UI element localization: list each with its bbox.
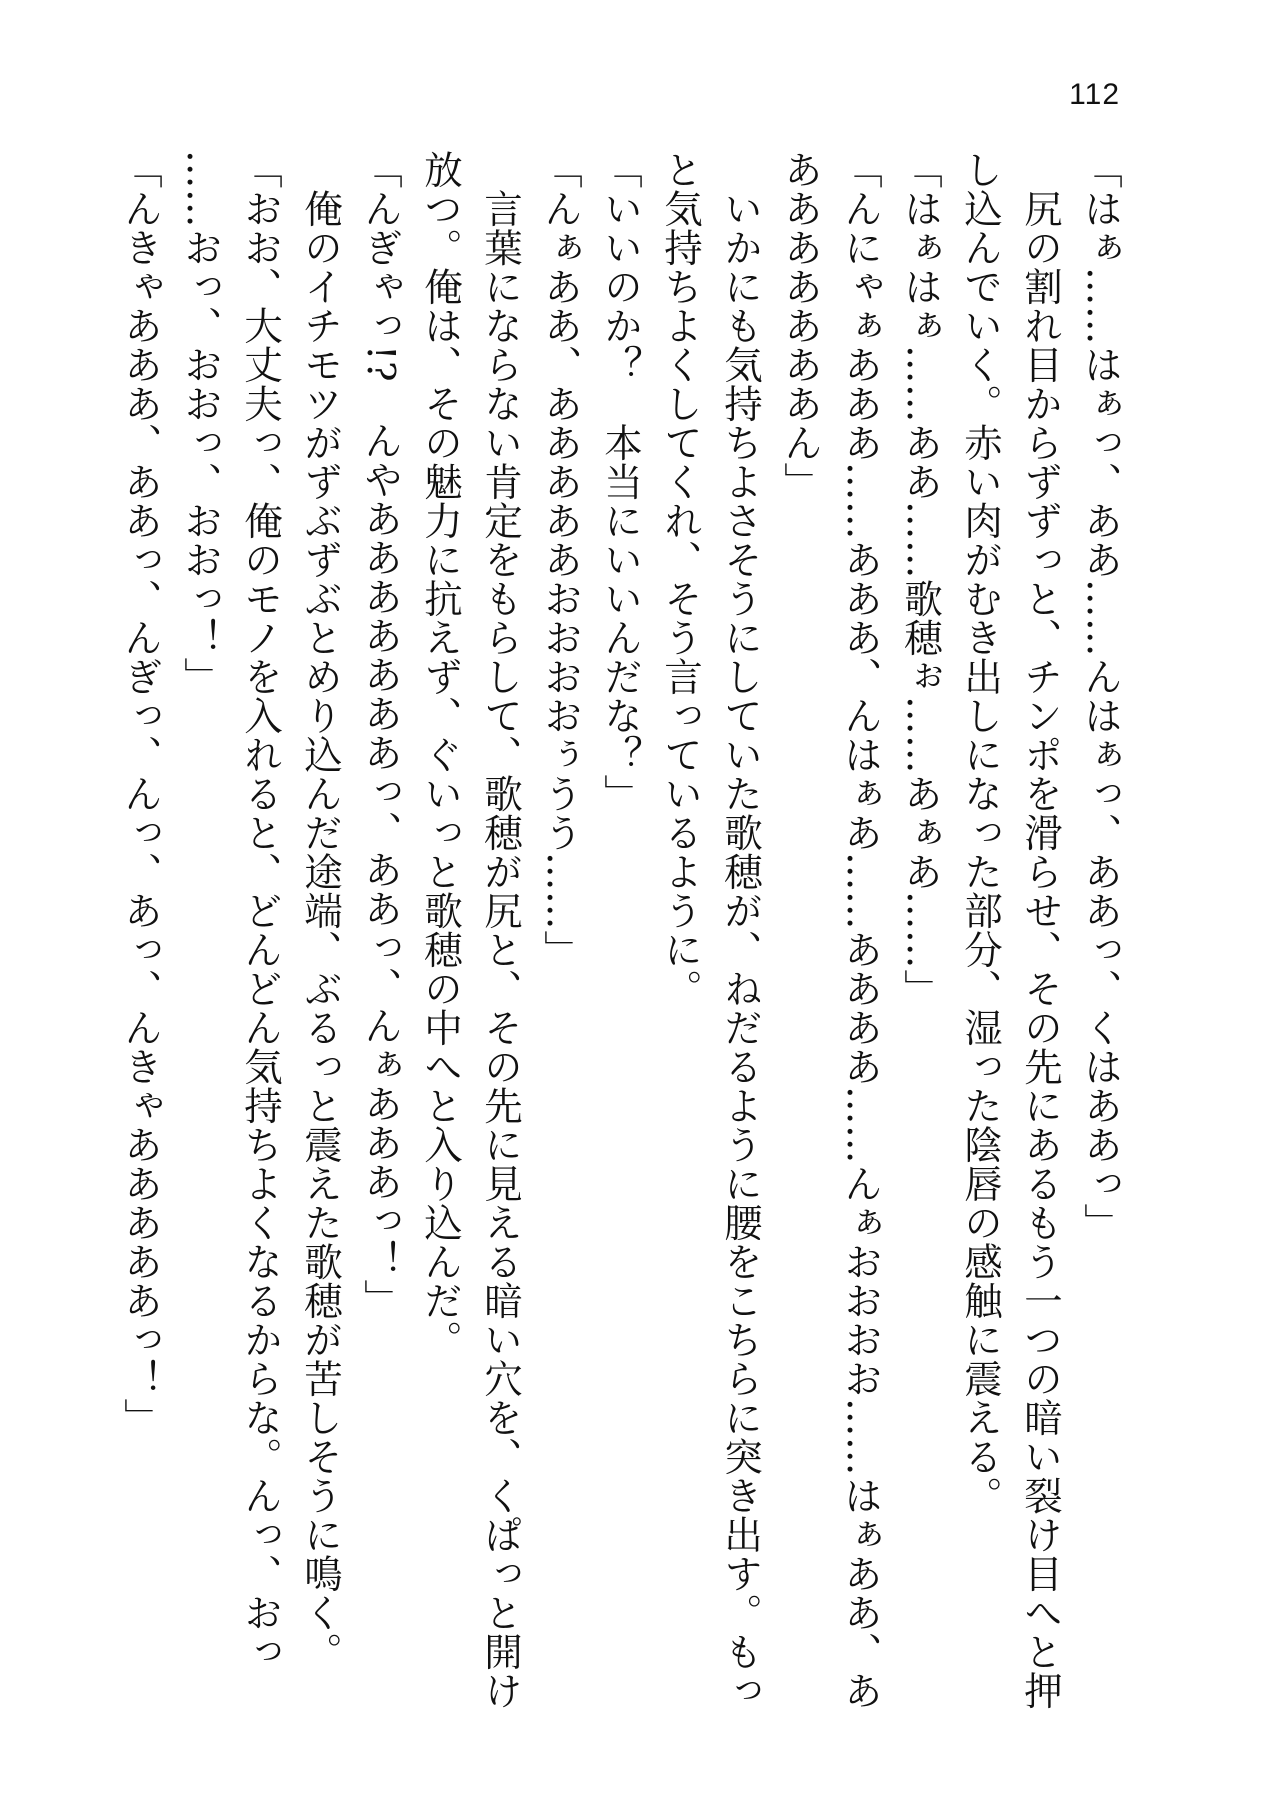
text-line: 尻の割れ目からずずっと、チンポを滑らせ、その先にあるもう一つの暗い裂け目へと押	[1018, 188, 1063, 1710]
text-line: いかにも気持ちよさそうにしていた歌穂が、ねだるように腰をこちらに突き出す。もっ	[718, 188, 763, 1710]
text-line: 「んにゃぁあああ……あああ、んはぁあ……ああああ……んぁおおおお……はぁああ、あ	[838, 150, 883, 1710]
text-line: 「んぁああ、あああああおおおおぅうう……」	[538, 150, 583, 969]
text-line: 俺のイチモツがずぶずぶとめり込んだ途端、ぶるっと震えた歌穂が苦しそうに鳴く。	[298, 188, 343, 1671]
text-line: 放つ。俺は、その魅力に抗えず、ぐいっと歌穂の中へと入り込んだ。	[418, 150, 463, 1359]
text-line: と気持ちよくしてくれ、そう言っているように。	[658, 150, 703, 1008]
text-line: し込んでいく。赤い肉がむき出しになった部分、湿った陰唇の感触に震える。	[958, 150, 1003, 1515]
text-line: 「んぎゃっ!? んやあああああああっ、ああっ、んぁあああっ！」	[358, 150, 403, 1319]
text-line: 「いいのか？ 本当にいいんだな？」	[598, 150, 643, 813]
text-line: 「はぁはぁ……ああ……歌穂ぉ……あぁあ……」	[898, 150, 943, 1008]
text-line: 「はぁ……はぁっ、ああ……んはぁっ、ああっ、くはああっ」	[1078, 150, 1123, 1242]
text-line: 「おお、大丈夫っ、俺のモノを入れると、どんどん気持ちよくなるからな。んっ、おっ	[238, 150, 283, 1671]
text-line: ……おっ、おおっ、おおっ！」	[178, 150, 223, 696]
text-line: 「んきゃあああ、ああっ、んぎっ、んっ、あっ、んきゃあああああっ！」	[118, 150, 163, 1437]
text-line: 言葉にならない肯定をもらして、歌穂が尻と、その先に見える暗い穴を、くぱっと開け	[478, 188, 523, 1710]
novel-text-body	[110, 150, 1130, 1710]
text-line: あああああああん」	[778, 150, 823, 501]
page-number: 112	[1069, 78, 1120, 111]
